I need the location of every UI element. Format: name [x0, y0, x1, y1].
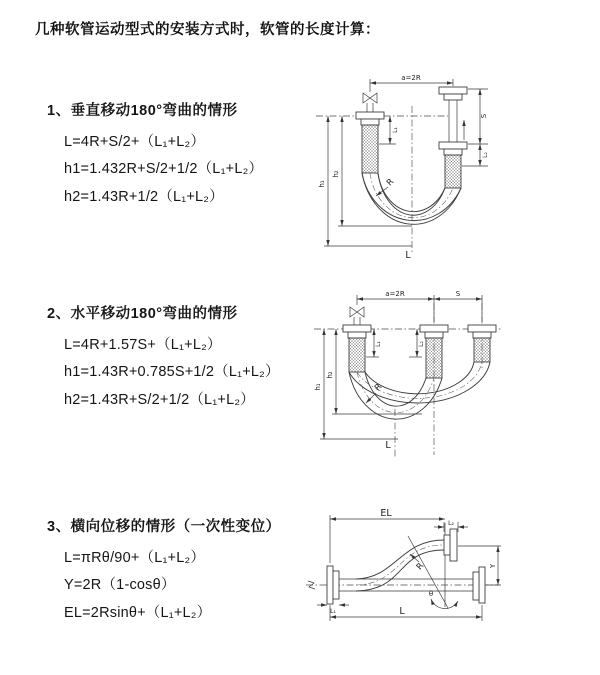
- l1-dimension: [379, 116, 399, 144]
- label-h1: h₁: [318, 180, 326, 188]
- section-1-heading: 1、垂直移动180°弯曲的情形: [47, 103, 238, 119]
- formula-h2: h2=1.43R+S/2+1/2（L₁+L₂）: [64, 392, 255, 409]
- el-dimension: [330, 508, 445, 563]
- page-title: 几种软管运动型式的安装方式时，软管的长度计算：: [35, 22, 380, 38]
- label-radius: R: [384, 176, 397, 189]
- formula-length: L=4R+1.57S+（L₁+L₂）: [64, 336, 222, 353]
- radius-callout: [366, 382, 384, 403]
- middle-pipe: [420, 325, 448, 378]
- l1-dimension: [317, 605, 349, 615]
- section-vertical-bend: [47, 103, 337, 217]
- label-l1: L₁: [375, 341, 382, 347]
- formula-length: L=πRθ/90+（L₁+L₂）: [64, 549, 206, 566]
- formula-h2: h2=1.43R+1/2（L₁+L₂）: [64, 189, 224, 206]
- l1-dimension: [366, 329, 382, 357]
- label-a2r: a=2R: [401, 74, 421, 82]
- right-flange: [473, 567, 485, 603]
- formula-length: L=4R+S/2+（L₁+L₂）: [64, 133, 206, 150]
- left-pipe: [356, 103, 384, 173]
- label-l1: L₁: [392, 127, 399, 133]
- formula-el: EL=2Rsinθ+（L₁+L₂）: [64, 605, 212, 622]
- section-lateral-displacement: [47, 519, 337, 633]
- label-total-length: L: [399, 606, 405, 617]
- section-2-heading: 2、水平移动180°弯曲的情形: [47, 306, 238, 322]
- l-dimension: [330, 605, 482, 621]
- label-total-length: L: [385, 440, 391, 451]
- formula-y: Y=2R（1-cosθ）: [64, 577, 176, 594]
- diagram-lateral-displacement: [298, 505, 598, 647]
- label-h2: h₂: [332, 170, 340, 178]
- valve-icon: [363, 93, 377, 103]
- radius-callout: [410, 554, 426, 572]
- label-h1: h₁: [314, 383, 322, 391]
- label-radius: R: [372, 381, 385, 394]
- section-3-heading: 3、横向位移的情形（一次性变位）: [47, 519, 281, 535]
- diagram-vertical-180-bend: [312, 70, 592, 262]
- s-dimension: [468, 89, 488, 144]
- label-l2: L₂: [448, 520, 454, 527]
- top-dimension-s: [434, 290, 482, 299]
- label-el: EL: [380, 508, 392, 519]
- diagram-horizontal-180-bend: [310, 287, 592, 465]
- label-l2: L₂: [482, 152, 489, 158]
- label-theta: θ: [428, 590, 434, 598]
- right-pipe: [468, 325, 496, 362]
- upper-flange: [444, 529, 457, 561]
- label-h2: h₂: [326, 371, 334, 379]
- valve-icon: [350, 307, 364, 325]
- label-s: S: [455, 290, 461, 298]
- label-l2: L₂: [418, 341, 425, 347]
- hose-s-curve: [356, 540, 444, 591]
- left-pipe: [343, 325, 371, 372]
- label-l1: L₁: [330, 608, 336, 615]
- left-flange: [327, 566, 339, 604]
- label-y: Y: [489, 563, 497, 569]
- label-a2r: a=2R: [385, 290, 405, 298]
- centerlines: [316, 106, 448, 252]
- section-horizontal-bend: [47, 306, 337, 420]
- formula-h1: h1=1.43R+0.785S+1/2（L₁+L₂）: [64, 364, 280, 381]
- l2-dimension: [409, 329, 425, 357]
- top-dimension-a2r: [357, 290, 482, 322]
- label-total-length: L: [405, 250, 411, 261]
- right-pipe: [439, 87, 467, 188]
- hose-loops: [349, 362, 490, 419]
- formula-h1: h1=1.432R+S/2+1/2（L₁+L₂）: [64, 161, 264, 178]
- label-s: S: [480, 113, 488, 119]
- label-radius: R: [414, 561, 427, 573]
